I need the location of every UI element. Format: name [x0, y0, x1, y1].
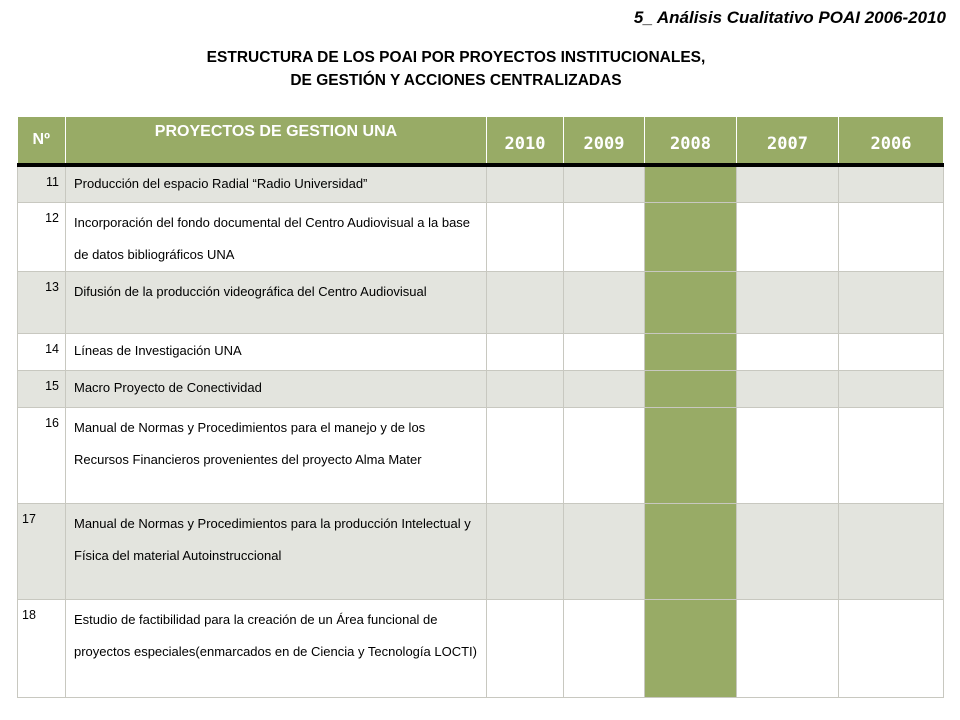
row-number: 11	[18, 165, 66, 202]
cell-2006	[839, 202, 944, 271]
row-project: Líneas de Investigación UNA	[66, 333, 487, 370]
table-row	[18, 407, 944, 503]
header-num: Nº	[18, 117, 66, 165]
cell-2009	[564, 333, 645, 370]
cell-2007	[737, 333, 839, 370]
cell-2008	[645, 333, 737, 370]
projects-table	[17, 117, 944, 698]
cell-2009	[564, 370, 645, 407]
cell-2007	[737, 202, 839, 271]
cell-2007	[737, 370, 839, 407]
table-row	[18, 202, 944, 271]
table-row	[18, 599, 944, 697]
cell-2010	[487, 407, 564, 503]
header-year-2010: 2010	[487, 117, 564, 165]
cell-2006	[839, 165, 944, 202]
cell-2006	[839, 370, 944, 407]
table-header-row	[18, 117, 944, 165]
table-row	[18, 271, 944, 333]
cell-2008	[645, 370, 737, 407]
table-row	[18, 370, 944, 407]
cell-2010	[487, 333, 564, 370]
table-row	[18, 503, 944, 599]
cell-2010	[487, 599, 564, 697]
cell-2006	[839, 333, 944, 370]
cell-2007	[737, 599, 839, 697]
cell-2008	[645, 165, 737, 202]
cell-2010	[487, 503, 564, 599]
cell-2007	[737, 407, 839, 503]
row-project: Manual de Normas y Procedimientos para el manejo y de los Recursos Financieros provenientes del proyecto Alma Mater	[66, 407, 487, 503]
subtitle-line-1: ESTRUCTURA DE LOS POAI POR PROYECTOS INSTITUCIONALES,	[206, 49, 706, 66]
cell-2009	[564, 599, 645, 697]
cell-2008	[645, 407, 737, 503]
row-project: Estudio de factibilidad para la creación de un Área funcional de proyectos especiales(enmarcados en de Ciencia y Tecnología LOCTI)	[66, 599, 487, 697]
row-number: 18	[18, 599, 66, 697]
page-header: 5_ Análisis Cualitativo POAI 2006-2010	[633, 8, 946, 27]
cell-2006	[839, 599, 944, 697]
header-project: PROYECTOS DE GESTION UNA	[66, 117, 487, 165]
row-number: 16	[18, 407, 66, 503]
cell-2009	[564, 407, 645, 503]
row-project: Incorporación del fondo documental del Centro Audiovisual a la base de datos bibliográficos UNA	[66, 202, 487, 271]
row-number: 13	[18, 271, 66, 333]
header-year-2007: 2007	[737, 117, 839, 165]
cell-2009	[564, 165, 645, 202]
page-subtitle	[0, 46, 912, 92]
cell-2008	[645, 503, 737, 599]
cell-2009	[564, 503, 645, 599]
header-year-2009: 2009	[564, 117, 645, 165]
row-number: 12	[18, 202, 66, 271]
row-project: Macro Proyecto de Conectividad	[66, 370, 487, 407]
cell-2008	[645, 599, 737, 697]
cell-2007	[737, 165, 839, 202]
table-row	[18, 333, 944, 370]
cell-2006	[839, 503, 944, 599]
cell-2010	[487, 165, 564, 202]
cell-2009	[564, 202, 645, 271]
header-year-2006: 2006	[839, 117, 944, 165]
cell-2007	[737, 503, 839, 599]
row-number: 17	[18, 503, 66, 599]
cell-2010	[487, 202, 564, 271]
row-project: Manual de Normas y Procedimientos para la producción Intelectual y Física del material Autoinstruccional	[66, 503, 487, 599]
cell-2006	[839, 271, 944, 333]
cell-2010	[487, 370, 564, 407]
row-number: 14	[18, 333, 66, 370]
cell-2010	[487, 271, 564, 333]
cell-2008	[645, 202, 737, 271]
row-number: 15	[18, 370, 66, 407]
subtitle-line-2: DE GESTIÓN Y ACCIONES CENTRALIZADAS	[290, 72, 622, 89]
cell-2007	[737, 271, 839, 333]
row-project: Difusión de la producción videográfica del Centro Audiovisual	[66, 271, 487, 333]
cell-2009	[564, 271, 645, 333]
cell-2008	[645, 271, 737, 333]
row-project: Producción del espacio Radial “Radio Universidad”	[66, 165, 487, 202]
cell-2006	[839, 407, 944, 503]
table-row	[18, 165, 944, 202]
header-year-2008: 2008	[645, 117, 737, 165]
